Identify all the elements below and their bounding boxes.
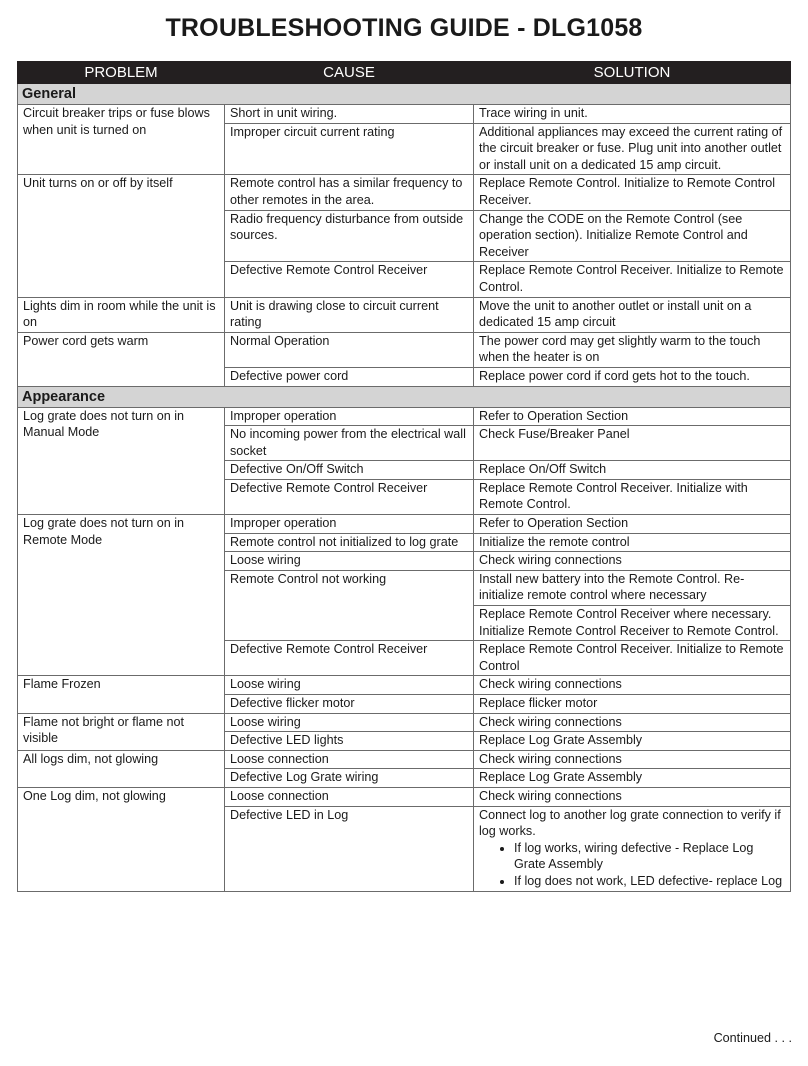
cause-cell: Loose wiring bbox=[225, 713, 474, 732]
cause-cell: Defective On/Off Switch bbox=[225, 461, 474, 480]
table-row bbox=[18, 332, 791, 367]
solution-text: The power cord may get slightly warm to the touch when the heater is on bbox=[479, 333, 761, 365]
header-solution: SOLUTION bbox=[474, 62, 791, 84]
solution-cell bbox=[474, 123, 791, 175]
section-row bbox=[18, 84, 791, 105]
cause-cell: Defective LED lights bbox=[225, 732, 474, 751]
solution-text: Check wiring connections bbox=[479, 751, 622, 766]
cause-cell: Improper operation bbox=[225, 515, 474, 534]
solution-text: Check wiring connections bbox=[479, 714, 622, 729]
solution-cell bbox=[474, 769, 791, 788]
cause-cell: Remote Control not working bbox=[225, 570, 474, 640]
cause-cell: Loose wiring bbox=[225, 676, 474, 695]
troubleshooting-table bbox=[17, 61, 791, 892]
header-problem: PROBLEM bbox=[18, 62, 225, 84]
solution-cell bbox=[474, 732, 791, 751]
table-row bbox=[18, 713, 791, 732]
solution-text: Replace flicker motor bbox=[479, 696, 598, 710]
table-header-row bbox=[18, 62, 791, 84]
solution-cell bbox=[474, 175, 791, 210]
solution-text: Replace Log Grate Assembly bbox=[479, 770, 643, 785]
solution-text: Install new battery into the Remote Control. Re-initialize remote control where necessary bbox=[479, 571, 745, 603]
solution-cell bbox=[474, 262, 791, 297]
solution-text: Additional appliances may exceed the current rating of the circuit breaker or fuse. Plug unit into another outlet or install unit on a dedicated 15 amp circuit. bbox=[479, 124, 783, 172]
cause-cell: Defective LED in Log bbox=[225, 806, 474, 891]
cause-cell: Unit is drawing close to circuit current rating bbox=[225, 297, 474, 332]
problem-cell: Log grate does not turn on in Manual Mode bbox=[18, 407, 225, 515]
solution-text: Trace wiring in unit. bbox=[479, 106, 588, 120]
cause-cell: Loose wiring bbox=[225, 552, 474, 571]
problem-cell: Lights dim in room while the unit is on bbox=[18, 297, 225, 332]
problem-cell: Flame Frozen bbox=[18, 676, 225, 713]
solution-bullets bbox=[479, 840, 786, 890]
solution-cell bbox=[474, 515, 791, 534]
continued-label: Continued . . . bbox=[713, 1031, 792, 1045]
solution-cell bbox=[474, 533, 791, 552]
solution-cell bbox=[474, 297, 791, 332]
solution-cell bbox=[474, 105, 791, 124]
cause-cell: Loose connection bbox=[225, 750, 474, 769]
bullet-item: • If log does not work, LED defective- replace Log bbox=[514, 873, 786, 890]
solution-cell bbox=[474, 367, 791, 386]
solution-cell bbox=[474, 806, 791, 891]
section-title: General bbox=[18, 84, 791, 105]
solution-cell bbox=[474, 713, 791, 732]
cause-cell: Remote control has a similar frequency to other remotes in the area. bbox=[225, 175, 474, 210]
cause-cell: Remote control not initialized to log grate bbox=[225, 533, 474, 552]
solution-cell bbox=[474, 695, 791, 714]
solution-text: Replace Remote Control. Initialize to Remote Control Receiver. bbox=[479, 176, 776, 207]
page-title: TROUBLESHOOTING GUIDE - DLG1058 bbox=[165, 14, 643, 42]
problem-cell: All logs dim, not glowing bbox=[18, 750, 225, 787]
solution-cell bbox=[474, 606, 791, 641]
problem-cell: Unit turns on or off by itself bbox=[18, 175, 225, 297]
table-row bbox=[18, 297, 791, 332]
solution-text: Replace Log Grate Assembly bbox=[479, 733, 643, 748]
cause-cell: Improper circuit current rating bbox=[225, 123, 474, 175]
cause-cell: Improper operation bbox=[225, 407, 474, 426]
solution-text: Check wiring connections bbox=[479, 553, 622, 568]
header-cause: CAUSE bbox=[225, 62, 474, 84]
table-row bbox=[18, 787, 791, 806]
cause-cell: Short in unit wiring. bbox=[225, 105, 474, 124]
cause-cell: Normal Operation bbox=[225, 332, 474, 367]
table-body bbox=[18, 84, 791, 892]
solution-text: Initialize the remote control bbox=[479, 534, 630, 549]
solution-cell bbox=[474, 461, 791, 480]
solution-text: Refer to Operation Section bbox=[479, 408, 629, 423]
solution-text: Replace Remote Control Receiver where necessary. Initialize Remote Control Receiver to Remote Control. bbox=[479, 607, 779, 638]
solution-text: Replace Remote Control Receiver. Initialize to Remote Control. bbox=[479, 263, 784, 294]
solution-text: Check wiring connections bbox=[479, 677, 622, 692]
table-row bbox=[18, 515, 791, 534]
problem-cell: Power cord gets warm bbox=[18, 332, 225, 386]
solution-cell bbox=[474, 407, 791, 426]
solution-cell bbox=[474, 210, 791, 262]
cause-cell: Defective Remote Control Receiver bbox=[225, 641, 474, 676]
solution-text: Connect log to another log grate connection to verify if log works. bbox=[479, 807, 781, 839]
problem-cell: Log grate does not turn on in Remote Mode bbox=[18, 515, 225, 676]
solution-cell bbox=[474, 787, 791, 806]
cause-cell: Loose connection bbox=[225, 787, 474, 806]
solution-cell bbox=[474, 552, 791, 571]
solution-cell bbox=[474, 479, 791, 514]
cause-cell: No incoming power from the electrical wall socket bbox=[225, 426, 474, 461]
solution-text: Check wiring connections bbox=[479, 788, 622, 803]
table-row bbox=[18, 750, 791, 769]
table-row bbox=[18, 105, 791, 124]
solution-text: Replace power cord if cord gets hot to the touch. bbox=[479, 368, 750, 383]
solution-cell bbox=[474, 570, 791, 605]
solution-cell bbox=[474, 676, 791, 695]
solution-cell bbox=[474, 641, 791, 676]
solution-text: Replace Remote Control Receiver. Initialize to Remote Control bbox=[479, 642, 784, 673]
cause-cell: Defective Log Grate wiring bbox=[225, 769, 474, 788]
section-row bbox=[18, 386, 791, 407]
solution-text: Replace On/Off Switch bbox=[479, 462, 607, 477]
solution-text: Check Fuse/Breaker Panel bbox=[479, 427, 630, 442]
problem-cell: Circuit breaker trips or fuse blows when unit is turned on bbox=[18, 105, 225, 175]
problem-cell: Flame not bright or flame not visible bbox=[18, 713, 225, 750]
solution-cell bbox=[474, 426, 791, 461]
solution-text: Refer to Operation Section bbox=[479, 516, 629, 531]
section-title: Appearance bbox=[18, 386, 791, 407]
cause-cell: Defective power cord bbox=[225, 367, 474, 386]
cause-cell: Defective flicker motor bbox=[225, 695, 474, 714]
bullet-item: • If log works, wiring defective - Replace Log Grate Assembly bbox=[514, 840, 786, 873]
solution-cell bbox=[474, 332, 791, 367]
problem-cell: One Log dim, not glowing bbox=[18, 787, 225, 891]
table-row bbox=[18, 676, 791, 695]
solution-cell bbox=[474, 750, 791, 769]
table-row bbox=[18, 407, 791, 426]
cause-cell: Defective Remote Control Receiver bbox=[225, 479, 474, 514]
solution-text: Change the CODE on the Remote Control (see operation section). Initialize Remote Control and Receiver bbox=[479, 211, 748, 259]
solution-text: Replace Remote Control Receiver. Initialize with Remote Control. bbox=[479, 480, 748, 512]
table-row bbox=[18, 175, 791, 210]
cause-cell: Radio frequency disturbance from outside sources. bbox=[225, 210, 474, 262]
cause-cell: Defective Remote Control Receiver bbox=[225, 262, 474, 297]
solution-text: Move the unit to another outlet or install unit on a dedicated 15 amp circuit bbox=[479, 298, 752, 330]
